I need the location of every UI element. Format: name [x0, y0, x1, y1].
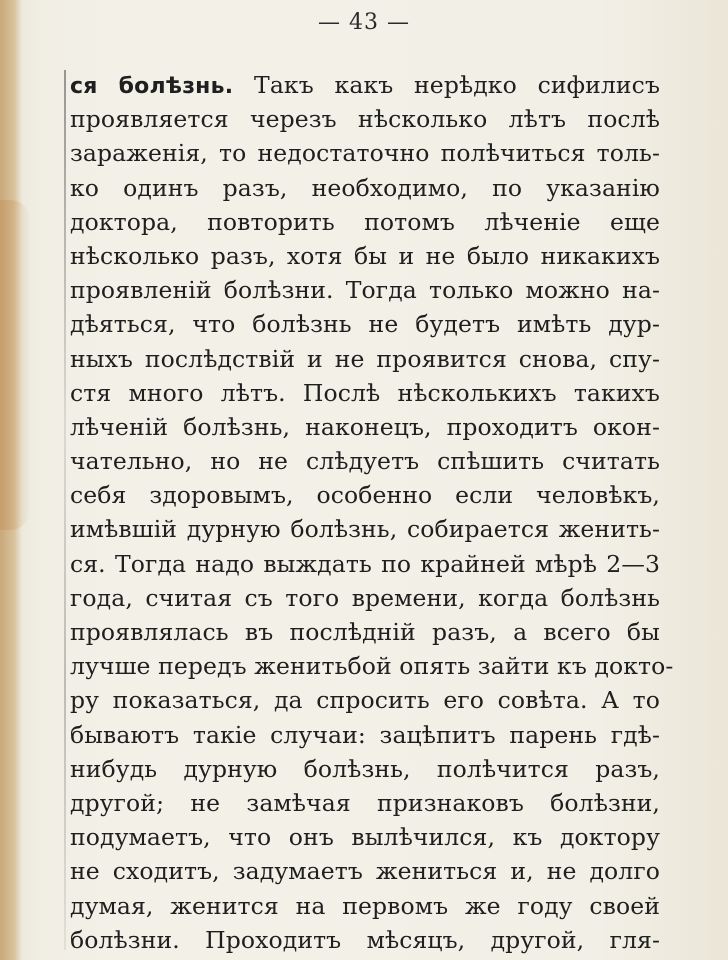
text-line: стя много лѣтъ. Послѣ нѣсколькихъ такихъ: [70, 378, 660, 407]
text-line: [70, 68, 660, 102]
paper-stain: [0, 200, 30, 530]
text-line: бываютъ такіе случаи: зацѣпитъ парень гдѣ-: [70, 720, 660, 749]
text-line: дѣяться, что болѣзнь не будетъ имѣть дур-: [70, 310, 660, 339]
text-line: не сходитъ, задумаетъ жениться и, не долго: [70, 857, 660, 886]
bold-lead-in: ся болѣзнь.: [70, 74, 234, 99]
text-line: другой; не замѣчая признаковъ болѣзни,: [70, 788, 660, 817]
text-line: лучше передъ женитьбой опять зайти къ докто-: [70, 652, 674, 681]
text-line: доктора, повторить потомъ лѣченіе еще: [70, 207, 660, 236]
page-number: — 43 —: [318, 10, 410, 35]
line-text: Такъ какъ нерѣдко сифилисъ: [254, 71, 660, 99]
body-text: [70, 68, 674, 957]
text-line: проявляется черезъ нѣсколько лѣтъ послѣ: [70, 105, 660, 134]
text-line: года, считая съ того времени, когда болѣзнь: [70, 583, 660, 612]
text-line: ныхъ послѣдствій и не проявится снова, спу-: [70, 344, 660, 373]
text-line: проявленій болѣзни. Тогда только можно на-: [70, 276, 660, 305]
text-line: лѣченій болѣзнь, наконецъ, проходитъ окон-: [70, 412, 660, 441]
text-line: ся. Тогда надо выждать по крайней мѣрѣ 2—3: [70, 549, 660, 578]
text-line: ко одинъ разъ, необходимо, по указанію: [70, 173, 660, 202]
text-line: имѣвшій дурную болѣзнь, собирается женить-: [70, 515, 660, 544]
text-line: нибудь дурную болѣзнь, полѣчится разъ,: [70, 754, 660, 783]
text-line: думая, женится на первомъ же году своей: [70, 891, 660, 920]
text-line: ру показаться, да спросить его совѣта. А то: [70, 686, 660, 715]
text-line: проявлялась въ послѣдній разъ, а всего бы: [70, 618, 660, 646]
column-margin-shadow: [64, 70, 66, 950]
text-line: болѣзни. Проходитъ мѣсяцъ, другой, гля-: [70, 925, 660, 954]
text-line: зараженія, то недостаточно полѣчиться толь-: [70, 139, 660, 168]
text-line: нѣсколько разъ, хотя бы и не было никакихъ: [70, 241, 660, 270]
text-line: себя здоровымъ, особенно если человѣкъ,: [70, 481, 660, 510]
text-line: чательно, но не слѣдуетъ спѣшить считать: [70, 447, 660, 476]
text-line: подумаетъ, что онъ вылѣчился, къ доктору: [70, 823, 660, 852]
